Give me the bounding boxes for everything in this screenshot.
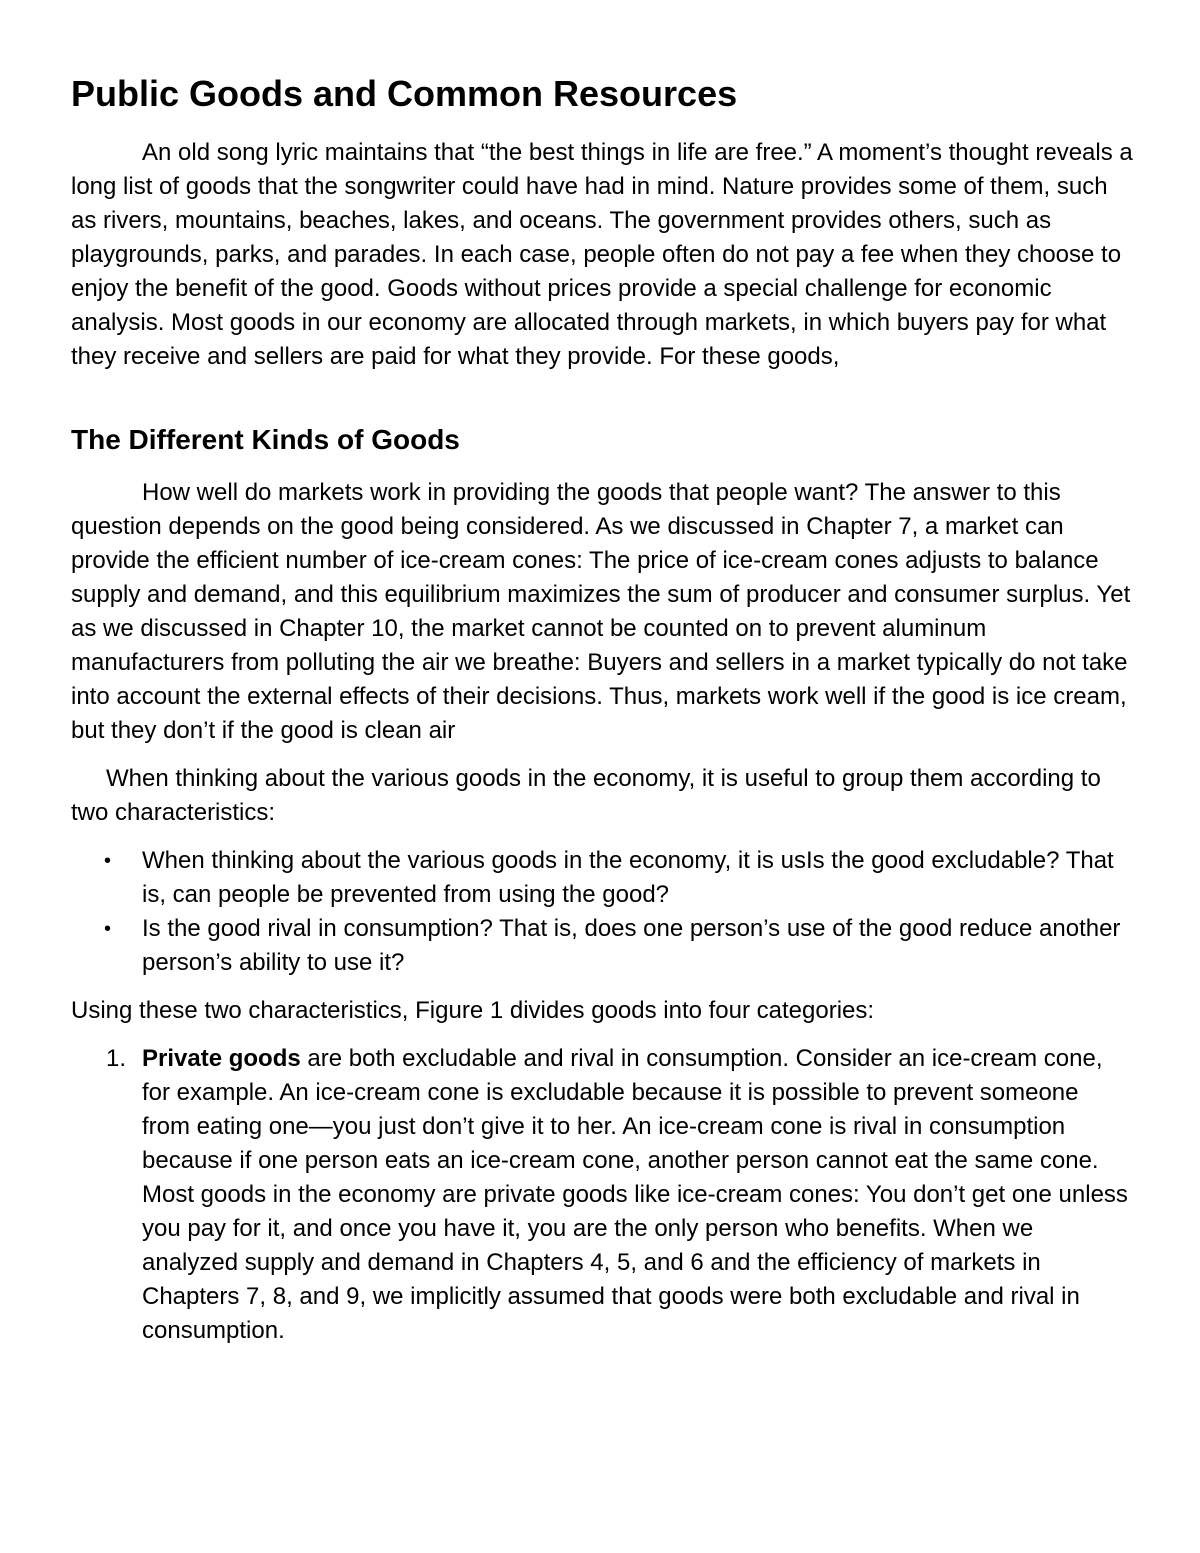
intro-paragraph: An old song lyric maintains that “the best things in life are free.” A moment’s thought reveals a long list of goods that the songwriter could have had in mind. Nature provides some of them, such as rivers, mountains, beaches, lakes, and oceans. The government provides others, such as playgrounds, parks, and parades. In each case, people often do not pay a fee when they choose to enjoy the benefit of the good. Goods without prices provide a special challenge for economic analysis. Most goods in our economy are allocated through markets, in which buyers pay for what they receive and sellers are paid for what they provide. For these goods, xyxy=(71,139,1133,370)
list-item-text: When thinking about the various goods in the economy, it is usIs the good excludable? That is, can people be prevented from using the good? xyxy=(142,847,1114,908)
list-item xyxy=(71,1042,1133,1348)
bullet-icon: • xyxy=(104,850,112,872)
characteristics-list xyxy=(71,844,1133,980)
list-number: 1. xyxy=(106,1045,127,1072)
list-item xyxy=(71,844,1133,912)
list-item-text: Is the good rival in consumption? That is, does one person’s use of the good reduce another person’s ability to use it? xyxy=(142,915,1121,976)
term-private-goods: Private goods xyxy=(142,1045,301,1072)
document-page xyxy=(71,70,1133,1348)
bullet-icon: • xyxy=(104,918,112,940)
list-item-text: are both excludable and rival in consumption. Consider an ice-cream cone, for example. An ice-cream cone is excludable because it is possible to prevent someone from eating one—you just don’t give it to her. An ice-cream cone is rival in consumption because if one person eats an ice-cream cone, another person cannot eat the same cone. Most goods in the economy are private goods like ice-cream cones: You don’t get one unless you pay for it, and once you have it, you are the only person who benefits. When we analyzed supply and demand in Chapters 4, 5, and 6 and the efficiency of markets in Chapters 7, 8, and 9, we implicitly assumed that goods were both excludable and rival in consumption. xyxy=(142,1045,1128,1344)
section-title: The Different Kinds of Goods xyxy=(71,424,460,455)
section-paragraph-2: When thinking about the various goods in the economy, it is useful to group them according to two characteristics: xyxy=(71,765,1101,826)
document-title: Public Goods and Common Resources xyxy=(71,73,738,114)
section-paragraph-3: Using these two characteristics, Figure 1 divides goods into four categories: xyxy=(71,997,875,1024)
list-item xyxy=(71,912,1133,980)
section-paragraph-1: How well do markets work in providing the goods that people want? The answer to this question depends on the good being considered. As we discussed in Chapter 7, a market can provide the efficient number of ice-cream cones: The price of ice-cream cones adjusts to balance supply and demand, and this equilibrium maximizes the sum of producer and consumer surplus. Yet as we discussed in Chapter 10, the market cannot be counted on to prevent aluminum manufacturers from polluting the air we breathe: Buyers and sellers in a market typically do not take into account the external effects of their decisions. Thus, markets work well if the good is ice cream, but they don’t if the good is clean air xyxy=(71,479,1131,744)
categories-list xyxy=(71,1042,1133,1348)
